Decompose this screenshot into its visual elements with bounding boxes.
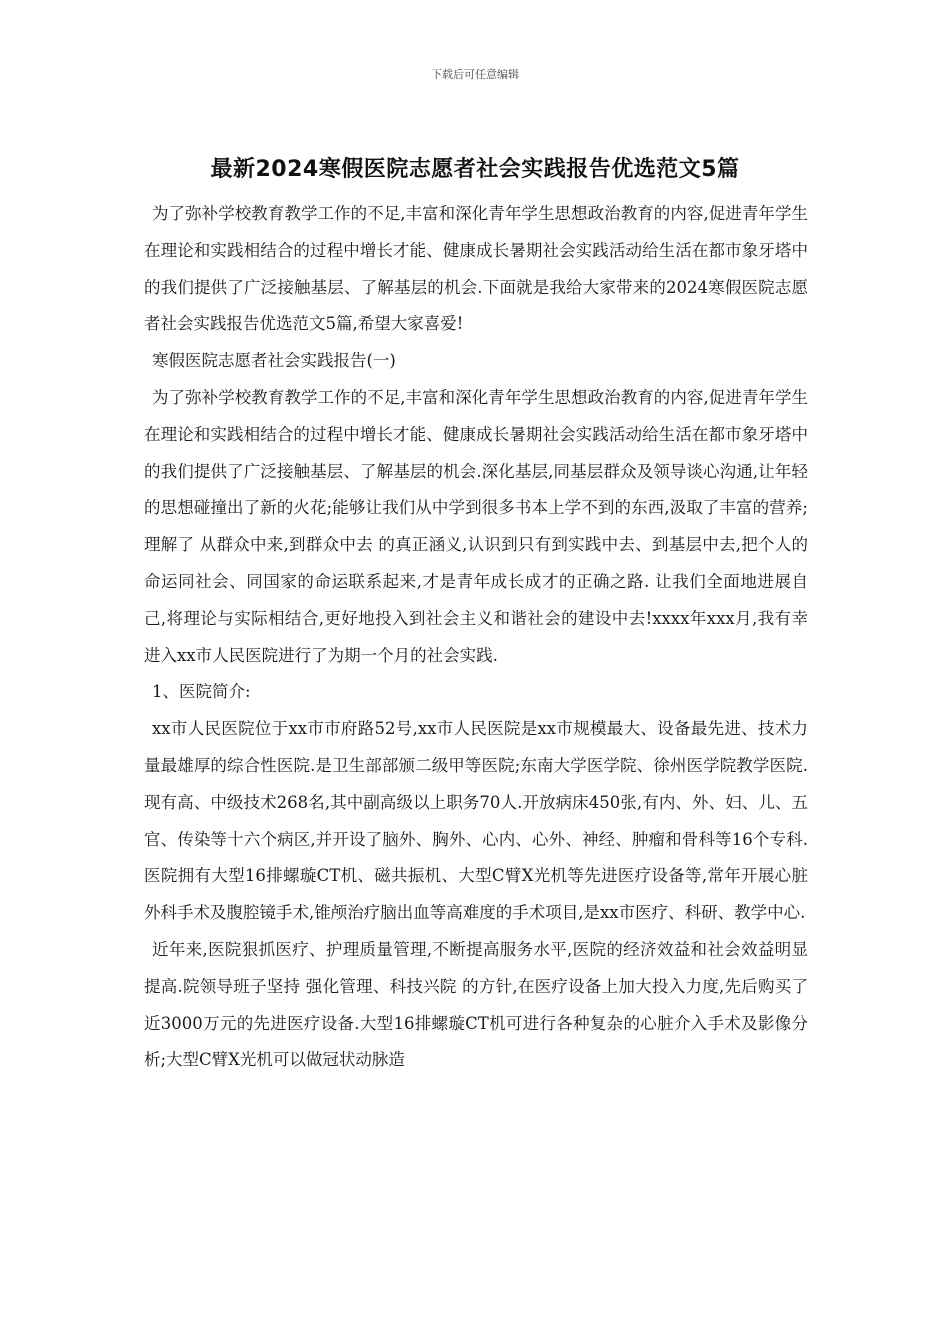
document-body — [144, 196, 808, 1079]
header-note: 下载后可任意编辑 — [431, 68, 519, 81]
paragraph-recent-years: 近年来,医院狠抓医疗、护理质量管理,不断提高服务水平,医院的经济效益和社会效益明显提高.院领导班子坚持 强化管理、科技兴院 的方针,在医疗设备上加大投入力度,先后购买了近3000万元的先进医疗设备.大型16排螺璇CT机可进行各种复杂的心脏介入手术及影像分析;大型C臂X光机可以做冠状动脉造 — [144, 939, 808, 1070]
paragraph-report-one: 为了弥补学校教育教学工作的不足,丰富和深化青年学生思想政治教育的内容,促进青年学生在理论和实践相结合的过程中增长才能、健康成长暑期社会实践活动给生活在都市象牙塔中的我们提供了广泛接触基层、了解基层的机会.深化基层,同基层群众及领导谈心沟通,让年轻的思想碰撞出了新的火花;能够让我们从中学到很多书本上学不到的东西,汲取了丰富的营养;理解了 从群众中来,到群众中去 的真正涵义,认识到只有到实践中去、到基层中去,把个人的命运同社会、同国家的命运联系起来,才是青年成长成才的正确之路. 让我们全面地进展自己,将理论与实际相结合,更好地投入到社会主义和谐社会的建设中去!xxxx年xxx月,我有幸进入xx市人民医院进行了为期一个月的社会实践. — [144, 387, 808, 665]
document-title: 最新2024寒假医院志愿者社会实践报告优选范文5篇 — [210, 157, 740, 182]
paragraph-intro: 为了弥补学校教育教学工作的不足,丰富和深化青年学生思想政治教育的内容,促进青年学生在理论和实践相结合的过程中增长才能、健康成长暑期社会实践活动给生活在都市象牙塔中的我们提供了广泛接触基层、了解基层的机会.下面就是我给大家带来的2024寒假医院志愿者社会实践报告优选范文5篇,希望大家喜爱! — [144, 204, 808, 334]
paragraph-hospital-intro: xx市人民医院位于xx市市府路52号,xx市人民医院是xx市规模最大、设备最先进、技术力量最雄厚的综合性医院.是卫生部部颁二级甲等医院;东南大学医学院、徐州医学院教学医院.现有高、中级技术268名,其中副高级以上职务70人.开放病床450张,有内、外、妇、儿、五官、传染等十六个病区,并开设了脑外、胸外、心内、心外、神经、肿瘤和骨科等16个专科.医院拥有大型16排螺璇CT机、磁共振机、大型C臂X光机等先进医疗设备等,常年开展心脏外科手术及腹腔镜手术,锥颅治疗脑出血等高难度的手术项目,是xx市医疗、科研、教学中心. — [144, 719, 808, 923]
subsection-heading: 1、医院简介: — [152, 682, 251, 702]
section-heading: 寒假医院志愿者社会实践报告(一) — [152, 351, 396, 371]
